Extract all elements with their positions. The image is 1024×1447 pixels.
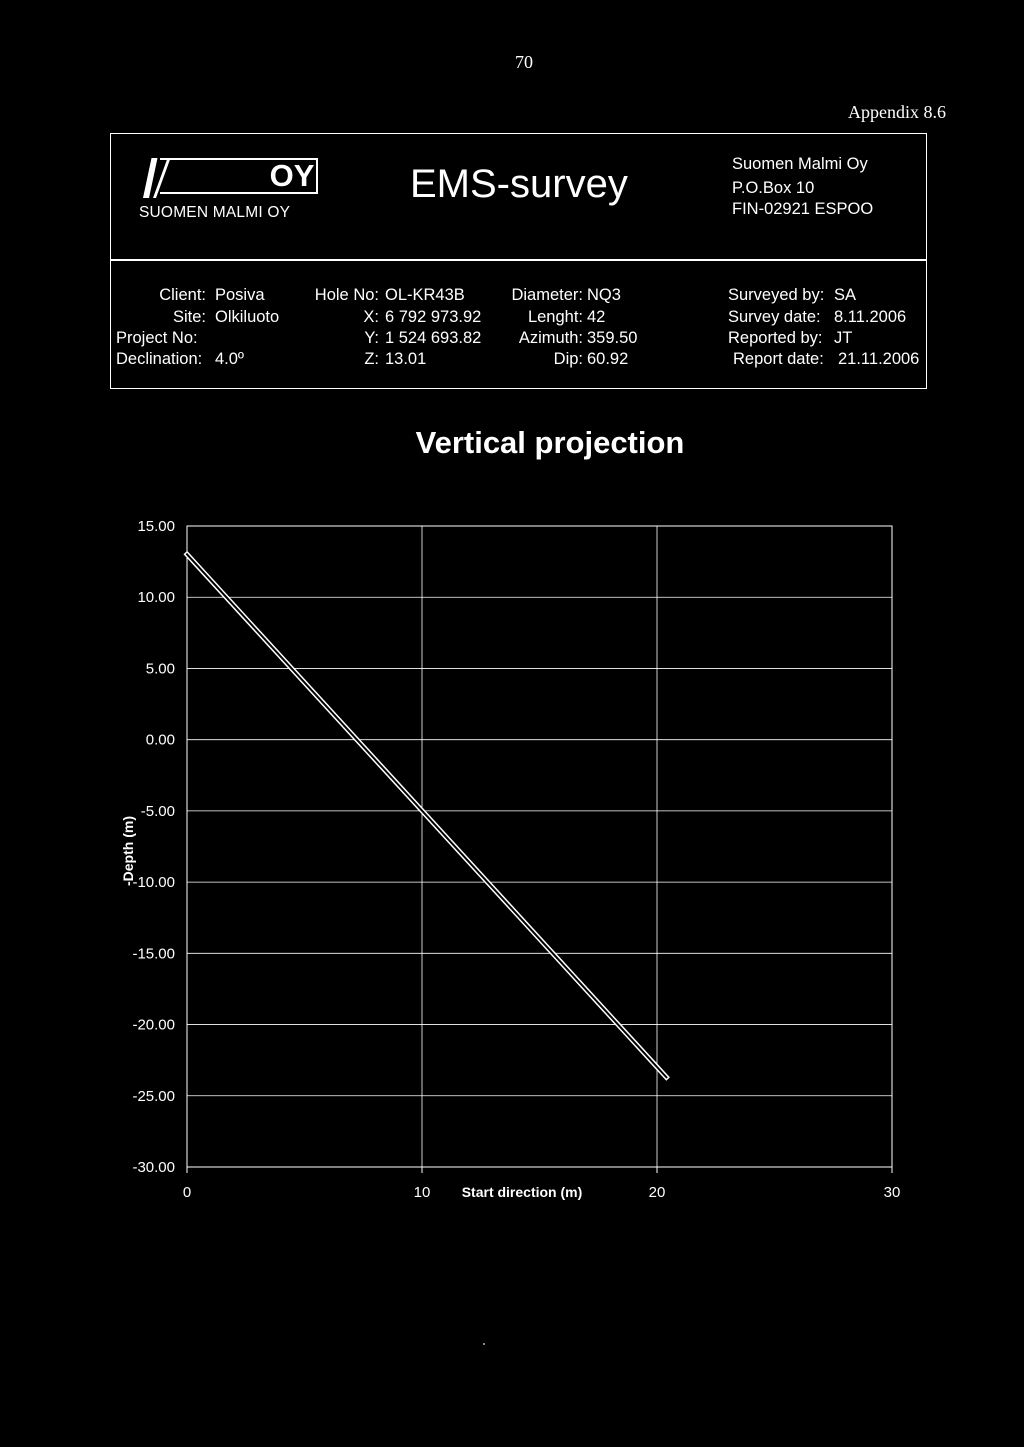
azimuth-value: 359.50 [587, 329, 638, 347]
site-value: Olkiluoto [215, 308, 280, 326]
grid-layer [187, 526, 892, 1173]
chart-title: Vertical projection [415, 425, 685, 460]
y-tick-label: 5.00 [145, 660, 175, 678]
x-tick-label: 0 [182, 1184, 192, 1201]
project-label: Project No: [116, 329, 198, 347]
report-date-label: Report date: [733, 350, 824, 368]
page-number: 70 [515, 52, 533, 72]
y-tick-label: -25.00 [132, 1087, 175, 1105]
survey-date-value: 8.11.2006 [834, 308, 907, 326]
x-value: 6 792 973.92 [385, 308, 482, 326]
length-label: Lenght: [527, 308, 583, 326]
company-po-box: P.O.Box 10 [732, 179, 815, 197]
company-name: Suomen Malmi Oy [732, 155, 868, 173]
x-tick-label: 30 [883, 1184, 901, 1201]
appendix-label: Appendix 8.6 [848, 102, 946, 122]
logo-text: SUOMEN MALMI OY [139, 204, 291, 221]
y-tick-label: 15.00 [137, 518, 175, 535]
y-tick-label: 0.00 [145, 731, 175, 749]
x-axis-label: Start direction (m) [461, 1184, 583, 1200]
y-tick-label: 10.00 [137, 589, 175, 607]
borehole-trace-core [187, 554, 666, 1077]
site-label: Site: [172, 308, 206, 326]
diameter-value: NQ3 [587, 286, 621, 304]
plot-frame [187, 526, 892, 1167]
client-label: Client: [159, 286, 206, 304]
x-tick-label: 20 [648, 1184, 666, 1201]
reported-by-label: Reported by: [728, 329, 823, 347]
y-tick-label: -20.00 [132, 1016, 175, 1034]
declination-label: Declination: [116, 350, 203, 368]
hole-label: Hole No: [314, 286, 379, 304]
x-label: X: [363, 308, 379, 326]
azimuth-label: Azimuth: [518, 329, 583, 347]
reported-by-value: JT [834, 329, 853, 347]
length-value: 42 [587, 308, 606, 326]
y-tick-label: -5.00 [140, 802, 175, 820]
declination-value: 4.0º [215, 350, 244, 368]
z-value: 13.01 [385, 350, 427, 368]
y-tick-label: -10.00 [132, 874, 175, 892]
surveyed-by-value: SA [834, 286, 857, 304]
y-axis-label: -Depth (m) [120, 816, 136, 886]
y-label: Y: [364, 329, 379, 347]
client-value: Posiva [215, 286, 265, 304]
y-tick-label: -30.00 [132, 1159, 175, 1176]
report-date-value: 21.11.2006 [838, 350, 920, 368]
series-layer [187, 554, 666, 1077]
surveyed-by-label: Surveyed by: [728, 286, 825, 304]
y-value: 1 524 693.82 [385, 329, 482, 347]
hole-value: OL-KR43B [385, 286, 465, 304]
company-city: FIN-02921 ESPOO [732, 200, 874, 218]
logo-mark: OY [269, 158, 315, 193]
survey-date-label: Survey date: [728, 308, 821, 326]
dip-value: 60.92 [587, 350, 629, 368]
dip-label: Dip: [553, 350, 583, 368]
diameter-label: Diameter: [511, 286, 583, 304]
x-tick-label: 10 [413, 1184, 431, 1201]
scan-speck [483, 1343, 485, 1345]
z-label: Z: [364, 350, 379, 368]
survey-title: EMS-survey [410, 162, 628, 206]
y-tick-label: -15.00 [132, 945, 175, 963]
